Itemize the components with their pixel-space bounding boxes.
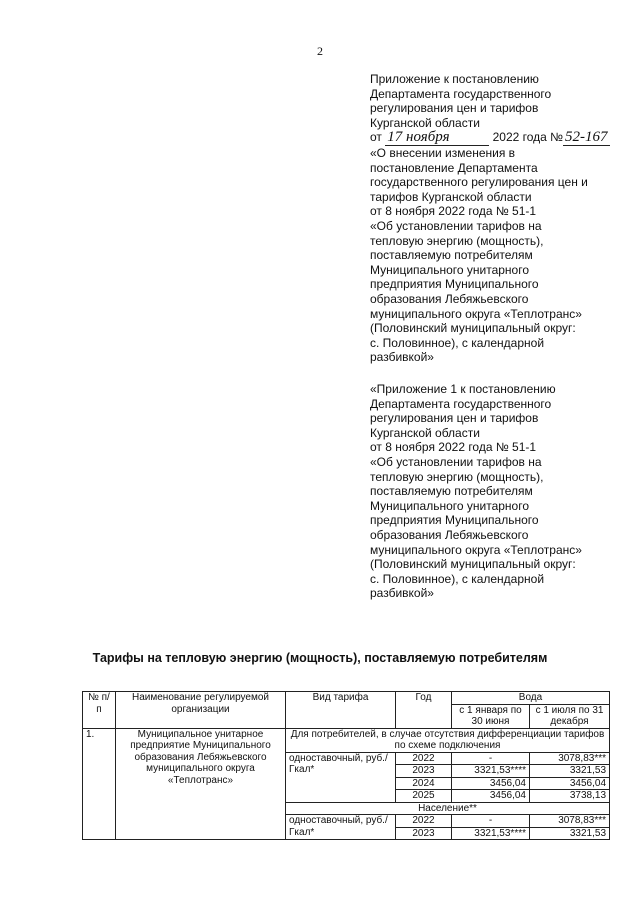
- year-cell: 2023: [396, 827, 452, 840]
- date-prefix: от: [370, 130, 382, 145]
- appendix-line: государственного регулирования цен и: [370, 175, 588, 190]
- appendix-2-line: (Половинский муниципальный округ:: [370, 557, 576, 572]
- value-cell: 3078,83***: [530, 752, 610, 765]
- appendix-line: муниципального округа «Теплотранс»: [370, 306, 582, 321]
- appendix-line: тарифов Курганской области: [370, 189, 532, 204]
- appendix-line: разбивкой»: [370, 350, 434, 365]
- tariff-table: [82, 691, 610, 840]
- appendix-line: «Об установлении тарифов на: [370, 218, 542, 233]
- handwritten-date: 17 ноября: [385, 130, 489, 146]
- value-cell: 3321,53****: [452, 827, 530, 840]
- value-cell: 3456,04: [530, 777, 610, 790]
- appendix-line: от 8 ноября 2022 года № 51-1: [370, 204, 537, 219]
- organization-name: Муниципальное унитарное предприятие Муниципального образования Лебяжьевского муниципального округа «Теплотранс»: [116, 728, 286, 840]
- year-cell: 2022: [396, 752, 452, 765]
- page-number: 2: [317, 44, 323, 58]
- appendix-2-line: «Об установлении тарифов на: [370, 454, 542, 469]
- appendix-line: «О внесении изменения в: [370, 145, 516, 160]
- appendix-line: постановление Департамента: [370, 160, 538, 175]
- appendix-line: предприятия Муниципального: [370, 277, 539, 292]
- appendix-line: образования Лебяжьевского: [370, 291, 529, 306]
- appendix-2-line: предприятия Муниципального: [370, 513, 539, 528]
- handwritten-number: 52-167: [565, 129, 608, 146]
- appendix-line: с. Половинное), с календарной: [370, 335, 545, 350]
- appendix-2-line: от 8 ноября 2022 года № 51-1: [370, 440, 537, 455]
- appendix-2-line: образования Лебяжьевского: [370, 527, 529, 542]
- appendix-line: тепловую энергию (мощность),: [370, 233, 544, 248]
- appendix-line: Приложение к постановлению: [370, 72, 539, 86]
- year-cell: 2023: [396, 765, 452, 778]
- appendix-2-line: муниципального округа «Теплотранс»: [370, 542, 582, 557]
- appendix-date-line: [370, 130, 632, 146]
- appendix-line: Курганской области: [370, 115, 480, 130]
- value-cell: -: [452, 815, 530, 828]
- appendix-header: [370, 72, 632, 365]
- row-number: 1.: [83, 728, 116, 840]
- appendix-line: Муниципального унитарного: [370, 262, 530, 277]
- appendix-2-line: регулирования цен и тарифов: [370, 411, 539, 426]
- appendix-2-line: тепловую энергию (мощность),: [370, 469, 544, 484]
- header-tariff-type: Вид тарифа: [286, 692, 396, 729]
- table-caption: Тарифы на тепловую энергию (мощность), поставляемую потребителям: [92, 651, 548, 665]
- header-period-1: с 1 января по 30 июня: [452, 704, 530, 728]
- table-row: [83, 728, 610, 752]
- year-cell: 2024: [396, 777, 452, 790]
- value-cell: 3738,13: [530, 790, 610, 803]
- value-cell: 3321,53: [530, 765, 610, 778]
- appendix-line: регулирования цен и тарифов: [370, 101, 539, 116]
- appendix-2-line: с. Половинное), с календарной: [370, 571, 545, 586]
- header-org: Наименование регулируемой организации: [116, 692, 286, 729]
- appendix-line: Департамента государственного: [370, 86, 552, 101]
- appendix-2-line: Департамента государственного: [370, 396, 552, 411]
- date-year: 2022 года №: [492, 130, 564, 145]
- value-cell: 3078,83***: [530, 815, 610, 828]
- appendix-2-line: Муниципального унитарного: [370, 498, 530, 513]
- header-year: Год: [396, 692, 452, 729]
- appendix-2-line: Курганской области: [370, 425, 480, 440]
- appendix-2-line: «Приложение 1 к постановлению: [370, 382, 556, 396]
- value-cell: -: [452, 752, 530, 765]
- appendix-2-line: поставляемую потребителям: [370, 484, 533, 499]
- value-cell: 3456,04: [452, 790, 530, 803]
- appendix-line: поставляемую потребителям: [370, 248, 533, 263]
- appendix-2-header: [370, 382, 632, 601]
- value-cell: 3456,04: [452, 777, 530, 790]
- section-title: Для потребителей, в случае отсутствия дифференциации тарифов по схеме подключения: [286, 728, 610, 752]
- header-num: № п/п: [83, 692, 116, 729]
- header-water: Вода: [452, 692, 610, 705]
- tariff-type: одноставочный, руб./Гкал*: [286, 752, 396, 802]
- section-title: Население**: [286, 802, 610, 815]
- value-cell: 3321,53****: [452, 765, 530, 778]
- header-period-2: с 1 июля по 31 декабря: [530, 704, 610, 728]
- tariff-type: одноставочный, руб./Гкал*: [286, 815, 396, 840]
- appendix-2-line: разбивкой»: [370, 586, 434, 601]
- appendix-line: (Половинский муниципальный округ:: [370, 321, 576, 336]
- year-cell: 2025: [396, 790, 452, 803]
- year-cell: 2022: [396, 815, 452, 828]
- table-header-row: [83, 692, 610, 705]
- value-cell: 3321,53: [530, 827, 610, 840]
